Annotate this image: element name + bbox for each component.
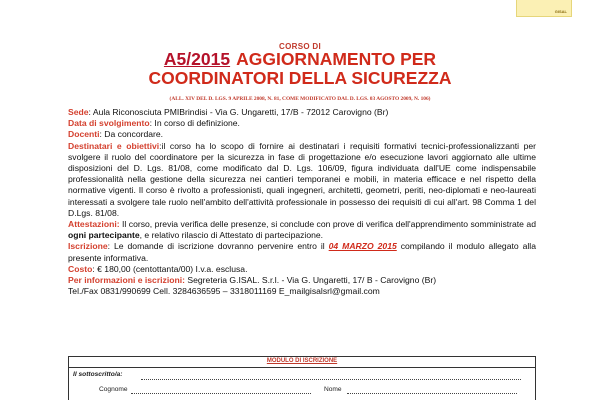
cognome-field[interactable] (131, 393, 311, 394)
destinatari-row (68, 141, 536, 219)
logo-badge (516, 0, 572, 17)
docenti-value: : Da concordare. (99, 129, 164, 140)
sede-label: Sede (68, 107, 89, 117)
destinatari-value: :il corso ha lo scopo di fornire ai destinatari i requisiti formativi tecnici-professionalizzanti per svolgere il ruolo del coordinatore per la sicurezza in fase di progettazione e/o esecuzione lavori aggiornato alle ultime disposizioni del D. Lgs. 81/08, come modificato dal D. Lgs. 106/09, figura individuata dall'UE come indispensabile professionalità nella gestione della sicurezza nei cantieri temporanei e mobili, in materia efficace e nel rispetto della normative vigenti. Il corso è rivolto a professionisti, quali ingegneri, architetti, geometri, periti, neo-diplomati e neo-laureati interessati a svolgere tale ruolo nell'ambito dell'attività professionale in possesso dei requisiti di cui all'art. 98 Comma 1 del D.Lgs. 81/08. (68, 140, 536, 218)
registration-form (68, 356, 536, 400)
sottoscritto-line[interactable] (141, 379, 521, 380)
nome-label: Nome (324, 386, 342, 393)
course-code: A5/2015 (163, 49, 231, 69)
sottoscritto-label: Il sottoscritto/a: (73, 371, 123, 378)
iscrizione-row (68, 241, 536, 263)
deadline-date: 04 MARZO 2015 (328, 241, 397, 252)
info-label: Per informazioni e iscrizioni: (68, 275, 185, 286)
costo-row (68, 264, 536, 275)
sede-value: : Aula Riconosciuta PMIBrindisi - Via G. Ungaretti, 17/B - 72012 Carovigno (Br) (88, 107, 389, 117)
course-details (68, 107, 536, 297)
info-value: Segreteria G.ISAL. S.r.l. - Via G. Ungaretti, 17/ B - Carovigno (Br) (185, 275, 437, 286)
info-row (68, 275, 536, 286)
attestazioni-label: Attestazioni: (68, 219, 120, 230)
logo-text: GISAL (554, 9, 567, 14)
docenti-row (68, 129, 536, 140)
page-title (0, 50, 600, 88)
title-line-1: AGGIORNAMENTO PER (236, 49, 437, 69)
data-row (68, 118, 536, 129)
attestazioni-row (68, 219, 536, 241)
nome-field[interactable] (347, 393, 517, 394)
costo-value: : € 180,00 (centottanta/00) I.v.a. esclusa. (92, 263, 248, 274)
form-heading: MODULO DI ISCRIZIONE (69, 357, 535, 368)
title-line-2: COORDINATORI DELLA SICUREZZA (148, 68, 452, 88)
docenti-label: Docenti (68, 129, 100, 140)
cognome-label: Cognome (99, 386, 128, 393)
attestazioni-bold: ogni partecipante (68, 230, 140, 241)
attestazioni-text: Il corso, previa verifica delle presenze, si conclude con prove di verifica dell'apprendimento somministrate ad (119, 219, 536, 230)
destinatari-label: Destinatari e obiettivi (68, 140, 160, 151)
sede-row (68, 107, 536, 118)
iscrizione-text: : Le domande di iscrizione dovranno pervenire entro il (107, 241, 329, 252)
legal-reference: (ALL. XIV DEL D. LGS. 9 APRILE 2008, N. 81, COME MODIFICATO DAL D. LGS. 03 AGOSTO 2009, N. 106) (169, 96, 431, 102)
contact-row: Tel./Fax 0831/990699 Cell. 3284636595 – 3318011169 E_mailgisalsrl@gmail.com (68, 286, 380, 297)
course-label: CORSO DI (279, 42, 321, 51)
costo-label: Costo (68, 263, 93, 274)
data-value: : In corso di definizione. (149, 118, 240, 129)
data-label: Data di svolgimento (68, 118, 150, 129)
iscrizione-label: Iscrizione (68, 241, 108, 252)
iscrizione-post: compilando il modulo allegato alla presente informativa. (68, 241, 536, 263)
attestazioni-post: , e relativo rilascio di Attestato di partecipazione. (139, 230, 324, 241)
